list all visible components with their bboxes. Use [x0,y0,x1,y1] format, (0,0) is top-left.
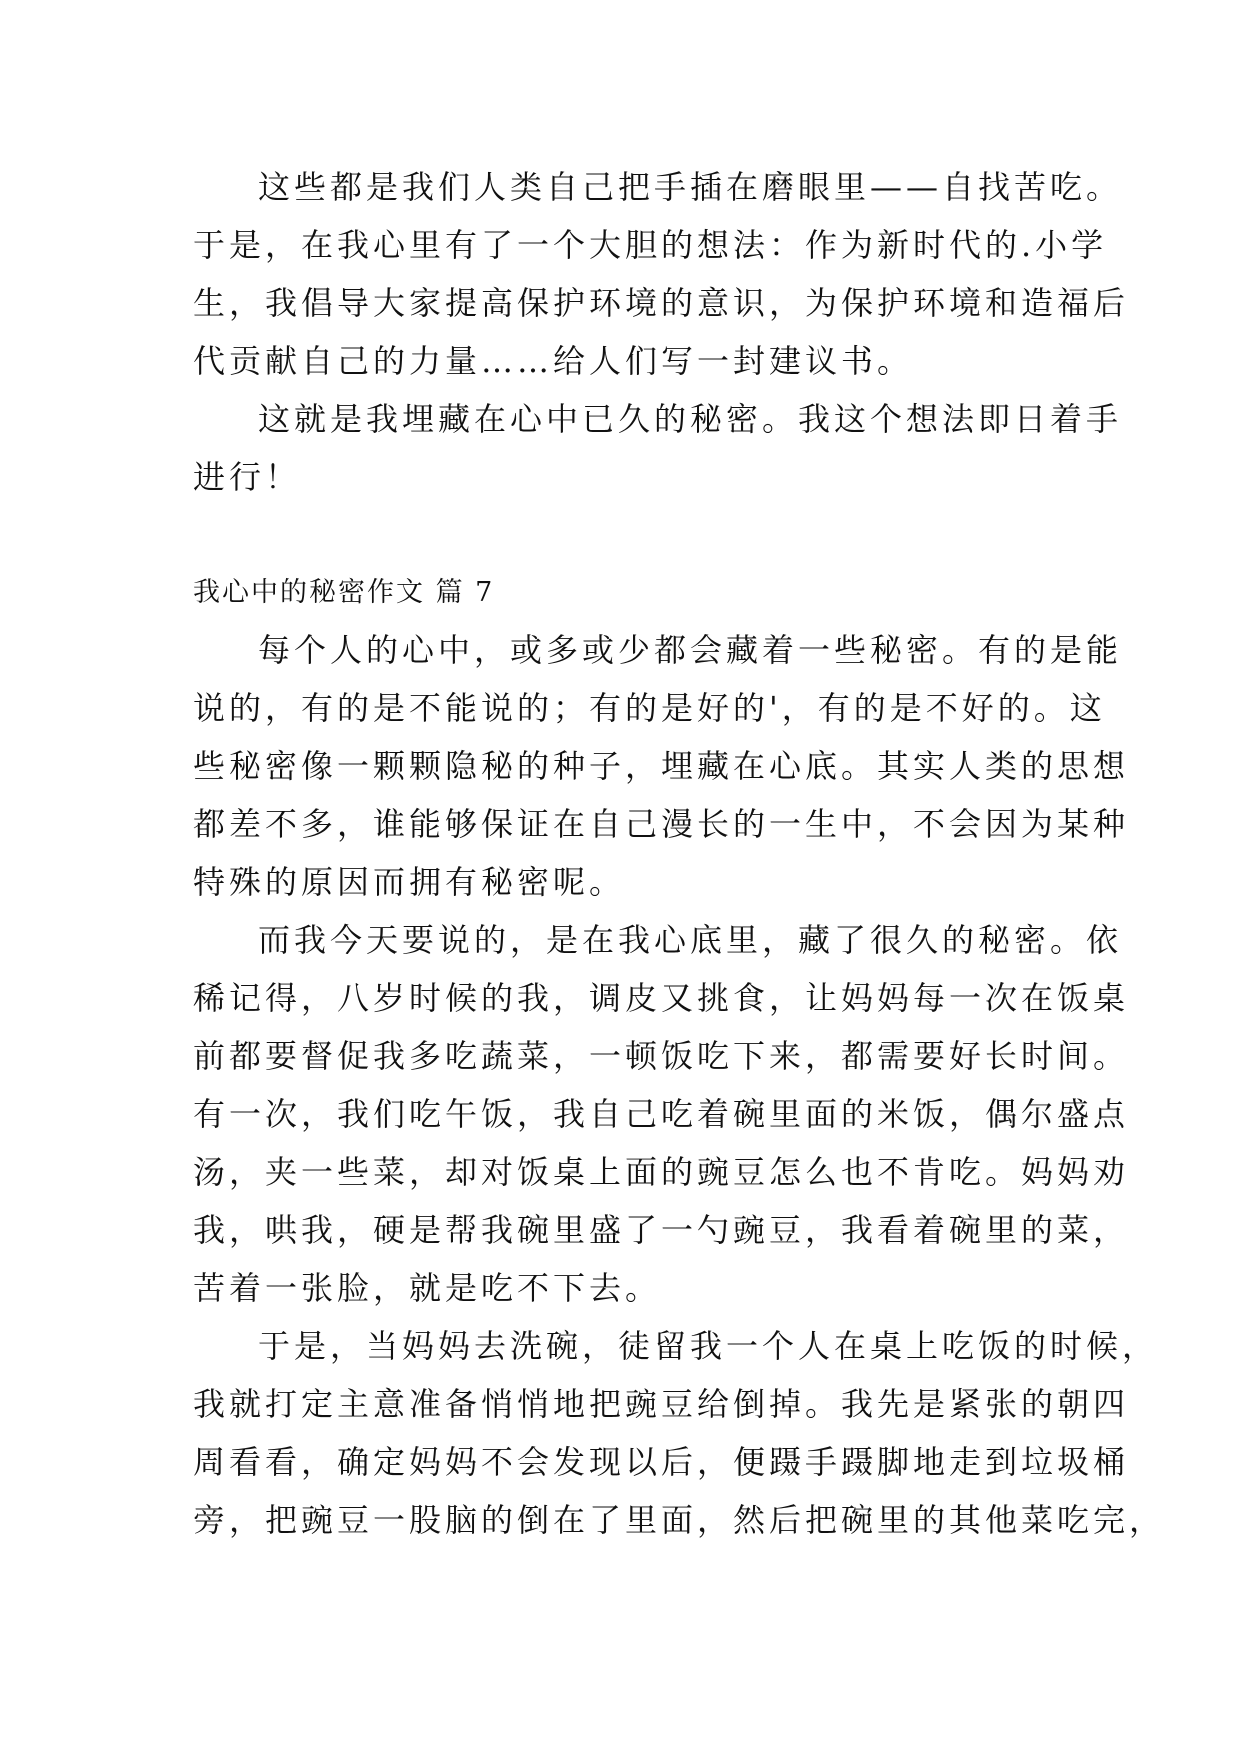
text-line: 这些都是我们人类自己把手插在磨眼里——自找苦吃。 [258,168,1123,206]
text-line: 这就是我埋藏在心中已久的秘密。我这个想法即日着手 [258,400,1123,438]
text-line: 都差不多，谁能够保证在自己漫长的一生中，不会因为某种 [193,805,1130,843]
text-line: 苦着一张脸，就是吃不下去。 [193,1269,662,1307]
text-line: 特殊的原因而拥有秘密呢。 [193,863,626,901]
text-line: 前都要督促我多吃蔬菜，一顿饭吃下来，都需要好长时间。 [193,1037,1130,1075]
text-line: 说的，有的是不能说的；有的是好的'，有的是不好的。这 [193,689,1106,727]
text-line: 我，哄我，硬是帮我碗里盛了一勺豌豆，我看着碗里的菜， [193,1211,1130,1249]
text-line: 我就打定主意准备悄悄地把豌豆给倒掉。我先是紧张的朝四 [193,1385,1130,1423]
text-line: 于是，当妈妈去洗碗，徒留我一个人在桌上吃饭的时候， [258,1327,1159,1365]
text-line: 于是，在我心里有了一个大胆的想法：作为新时代的.小学 [193,226,1108,264]
text-line: 代贡献自己的力量……给人们写一封建议书。 [193,342,914,380]
text-line: 旁，把豌豆一股脑的倒在了里面，然后把碗里的其他菜吃完， [193,1501,1166,1539]
text-line: 而我今天要说的，是在我心底里，藏了很久的秘密。依 [258,921,1123,959]
text-line: 些秘密像一颗颗隐秘的种子，埋藏在心底。其实人类的思想 [193,747,1130,785]
text-line: 汤，夹一些菜，却对饭桌上面的豌豆怎么也不肯吃。妈妈劝 [193,1153,1130,1191]
text-line: 每个人的心中，或多或少都会藏着一些秘密。有的是能 [258,631,1123,669]
section-heading: 我心中的秘密作文 篇 7 [193,577,495,608]
text-line: 有一次，我们吃午饭，我自己吃着碗里面的米饭，偶尔盛点 [193,1095,1130,1133]
text-line: 稀记得，八岁时候的我，调皮又挑食，让妈妈每一次在饭桌 [193,979,1130,1017]
text-line: 生，我倡导大家提高保护环境的意识，为保护环境和造福后 [193,284,1130,322]
text-line: 进行！ [193,458,302,496]
text-line: 周看看，确定妈妈不会发现以后，便蹑手蹑脚地走到垃圾桶 [193,1443,1130,1481]
